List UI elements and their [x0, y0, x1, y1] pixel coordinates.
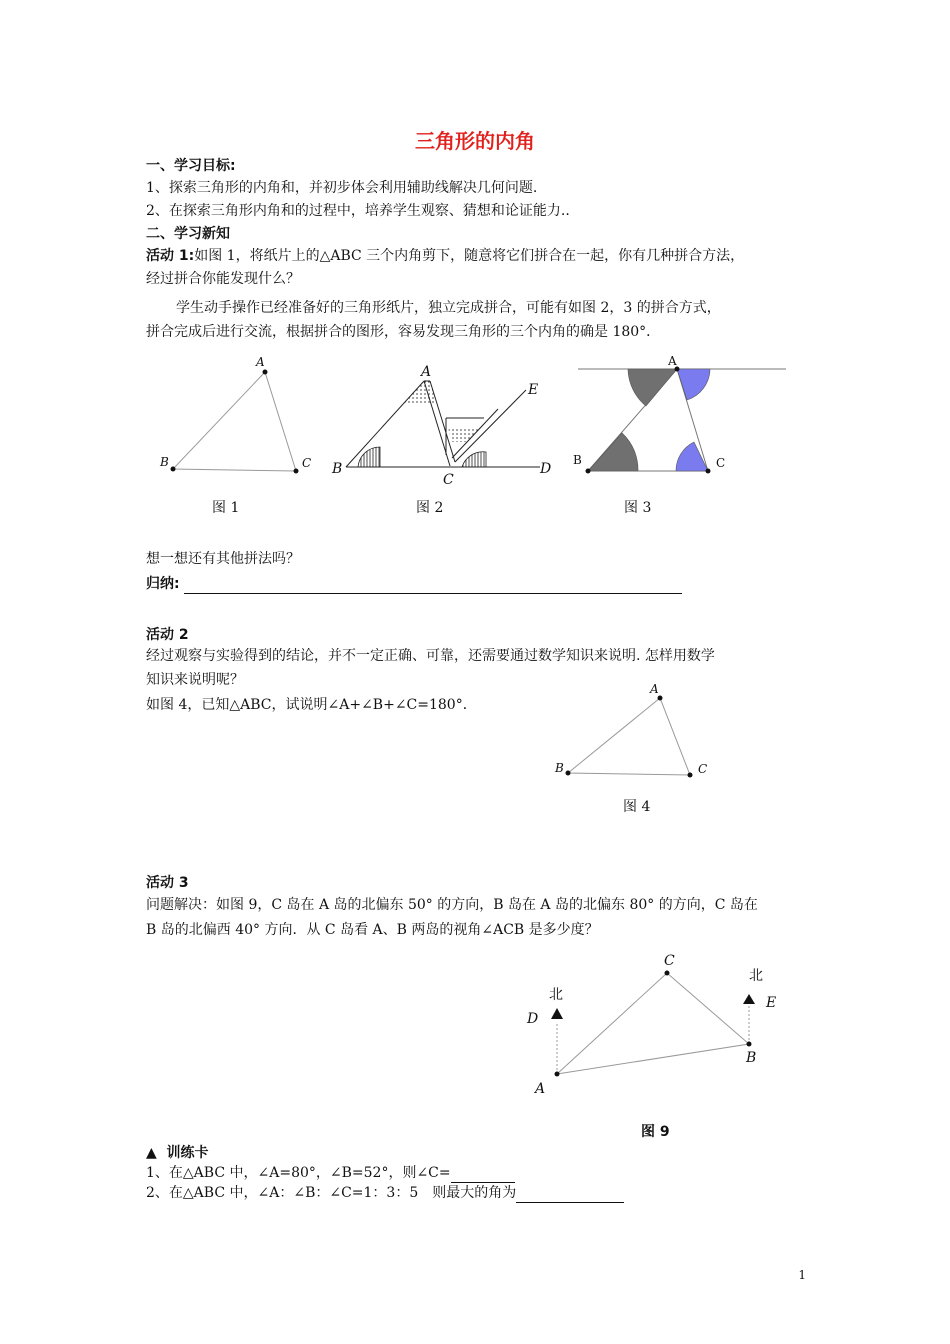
fig2-label-e: E	[528, 382, 539, 398]
summary-label: 归纳:	[146, 576, 180, 592]
fig1-caption: 图 1	[212, 500, 240, 516]
fig3-sector-b	[588, 433, 638, 471]
fig2-caption: 图 2	[416, 500, 444, 516]
activity2-line2: 知识来说明呢？	[146, 672, 244, 688]
figure-1	[171, 370, 299, 474]
training-q1	[146, 1163, 515, 1183]
fig4-label-c: C	[698, 762, 708, 776]
training-q1-blank[interactable]	[451, 1166, 515, 1183]
fig1-label-c: C	[302, 456, 312, 470]
fig4-point-b	[566, 771, 571, 776]
fig3-sector-a-dark	[628, 369, 677, 406]
fig9-north-b: 北	[749, 968, 763, 984]
fig2-label-a: A	[421, 364, 432, 380]
fig3-label-c: C	[716, 456, 726, 470]
activity3-line2: B 岛的北偏西 40° 方向．从 C 岛看 A、B 两岛的视角∠ACB 是多少度？	[146, 922, 599, 938]
figure-4	[566, 696, 693, 778]
section-heading-goals: 一、学习目标:	[146, 158, 236, 174]
goal-item-1: 1、探索三角形的内角和，并初步体会利用辅助线解决几何问题.	[146, 180, 538, 196]
summary-blank[interactable]	[184, 577, 682, 594]
fig4-label-b: B	[555, 761, 564, 775]
fig9-point-b	[747, 1042, 752, 1047]
fig9-point-c	[665, 971, 670, 976]
fig1-label-a: A	[256, 355, 265, 369]
fig2-label-d: D	[540, 461, 552, 477]
fig3-sector-a-blue	[677, 369, 710, 400]
training-heading: 训练卡	[166, 1145, 209, 1161]
training-q1-text: 1、在△ABC 中，∠A=80°，∠B=52°，则∠C=	[146, 1165, 451, 1181]
training-q2-text: 2、在△ABC 中，∠A：∠B：∠C=1：3：5 则最大的角为	[146, 1185, 517, 1201]
fig9-label-a: A	[535, 1081, 546, 1097]
section-heading-new: 二、学习新知	[146, 226, 230, 242]
page-number: 1	[798, 1268, 806, 1282]
activity2-line1: 经过观察与实验得到的结论，并不一定正确、可靠，还需要通过数学知识来说明. 怎样用数学	[146, 648, 715, 664]
summary-line	[146, 574, 682, 594]
fig9-north-a: 北	[549, 987, 563, 1003]
fig9-north-arrow-b	[743, 994, 755, 1004]
fig1-point-b	[171, 467, 176, 472]
activity3-line1: 问题解决：如图 9，C 岛在 A 岛的北偏东 50° 的方向，B 岛在 A 岛的北偏东 80° 的方向，C 岛在	[146, 897, 758, 913]
training-q2	[146, 1183, 624, 1203]
fig2-inner-left2	[430, 381, 455, 462]
fig4-point-c	[688, 773, 693, 778]
fig4-caption: 图 4	[623, 799, 651, 815]
fig9-triangle	[557, 973, 749, 1074]
fig4-point-a	[658, 696, 663, 701]
fig3-point-c	[706, 469, 711, 474]
fig4-label-a: A	[650, 682, 659, 696]
activity3-label: 活动 3	[146, 875, 189, 891]
fig9-label-e: E	[766, 995, 777, 1011]
think-line: 想一想还有其他拼法吗？	[146, 551, 300, 567]
figure-3	[578, 367, 786, 474]
fig9-north-arrow-a	[551, 1008, 563, 1019]
page-title: 三角形的内角	[415, 129, 535, 153]
fig9-point-a	[555, 1072, 560, 1077]
fig1-label-b: B	[160, 455, 169, 469]
figure-9	[551, 971, 755, 1077]
fig3-label-b: B	[573, 453, 582, 467]
fig2-label-c: C	[443, 472, 454, 488]
fig3-label-a: A	[668, 354, 677, 368]
fig9-label-d: D	[527, 1011, 539, 1027]
training-q2-blank[interactable]	[516, 1186, 624, 1203]
activity1-para-line2: 拼合完成后进行交流，根据拼合的图形，容易发现三角形的三个内角的确是 180°．	[146, 324, 661, 340]
fig1-point-c	[294, 469, 299, 474]
fig9-label-b: B	[746, 1050, 757, 1066]
activity2-label: 活动 2	[146, 627, 189, 643]
activity2-line3: 如图 4，已知△ABC，试说明∠A+∠B+∠C=180°．	[146, 697, 477, 713]
triangle-icon: ▲	[146, 1145, 157, 1161]
fig2-hatch-c	[462, 452, 486, 467]
activity1-label: 活动 1:	[146, 248, 195, 264]
fig9-caption: 图 9	[641, 1124, 670, 1140]
fig4-triangle	[568, 698, 690, 775]
goal-item-2: 2、在探索三角形内角和的过程中，培养学生观察、猜想和论证能力..	[146, 203, 570, 219]
fig2-label-b: B	[332, 461, 343, 477]
figure-2	[346, 381, 540, 467]
fig3-point-b	[586, 469, 591, 474]
activity1-para-line1: 学生动手操作已经准备好的三角形纸片，独立完成拼合，可能有如图 2，3 的拼合方式，	[176, 300, 721, 316]
activity1-line2: 经过拼合你能发现什么？	[146, 271, 300, 287]
training-heading-row	[146, 1142, 209, 1162]
fig3-caption: 图 3	[624, 500, 652, 516]
fig2-ray-e	[455, 390, 526, 462]
fig9-label-c: C	[664, 953, 675, 969]
fig1-triangle	[173, 372, 296, 471]
fig2-hatch-mid	[448, 428, 480, 442]
fig1-point-a	[263, 370, 268, 375]
activity1-text1: 如图 1，将纸片上的△ABC 三个内角剪下，随意将它们拼合在一起，你有几种拼合方法，	[194, 248, 745, 264]
